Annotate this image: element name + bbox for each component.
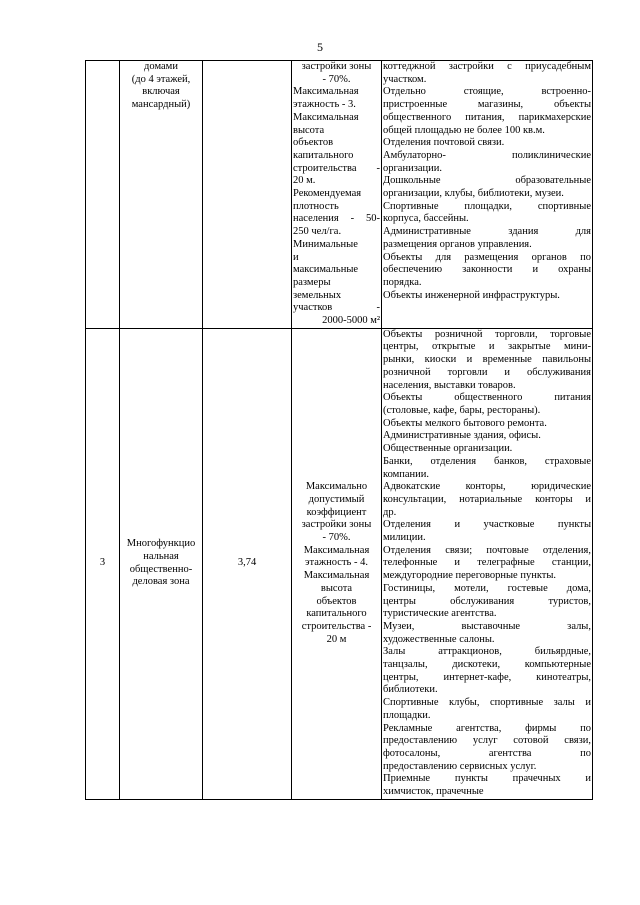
permitted-use-item <box>383 773 591 798</box>
parameter-line: застройки зоны <box>301 61 372 72</box>
permitted-use-line: Общественные организации. <box>383 443 513 455</box>
parameter-line: Максимальная <box>293 86 359 98</box>
zone-area-cell: 3,74 <box>203 328 292 799</box>
permitted-use-line: Объекты розничной торговли, торговые <box>383 328 591 340</box>
permitted-use-line: Спортивные клубы, спортивные залы и <box>383 697 591 709</box>
permitted-use-line: центры обслуживания туристов, <box>383 595 591 607</box>
permitted-use-line: населения, выставки товаров. <box>383 379 516 391</box>
permitted-use-line: общей площадью не более 100 кв.м. <box>383 124 545 136</box>
parameter-line: 20 м. <box>293 175 316 187</box>
permitted-use-line: общественного питания, парикмахерские <box>383 111 591 123</box>
parameter-line: высота <box>320 582 353 594</box>
permitted-use-line: Приемные пункты прачечных и <box>383 773 591 785</box>
zone-number-cell: 3 <box>86 328 120 799</box>
permitted-use-line: Спортивные площадки, спортивные <box>383 200 591 212</box>
permitted-use-item <box>383 456 591 481</box>
parameter-line: застройки зоны <box>301 519 372 531</box>
parameter-line: объектов <box>316 595 357 607</box>
permitted-use-line: Административные здания для <box>383 226 591 238</box>
permitted-use-item <box>383 137 591 150</box>
parameter-line: населения - 50- <box>293 213 380 225</box>
permitted-use-line: телефонные и телеграфные станции, <box>383 557 591 569</box>
parameter-line: этажность - 3. <box>293 99 356 111</box>
permitted-use-item <box>383 697 591 722</box>
permitted-use-line: междугородние переговорные пункты. <box>383 570 557 582</box>
permitted-use-line: (столовые, кафе, бары, рестораны). <box>383 404 541 416</box>
permitted-use-item <box>383 86 591 137</box>
parameter-line: - 70%. <box>322 532 351 544</box>
permitted-use-line: предоставлению услуг сотовой связи, <box>383 735 591 747</box>
permitted-use-line: Музеи, выставочные залы, <box>383 620 591 632</box>
permitted-use-line: туристические агентства. <box>383 608 497 620</box>
permitted-use-line: пристроенные магазины, объекты <box>383 99 591 111</box>
permitted-use-line: Административные здания, офисы. <box>383 430 541 442</box>
parameter-line: Рекомендуемая <box>293 188 362 200</box>
permitted-use-item <box>383 519 591 544</box>
permitted-use-item <box>383 175 591 200</box>
permitted-use-item <box>383 621 591 646</box>
permitted-use-item <box>383 61 591 86</box>
parameter-line: Максимальная <box>303 570 370 582</box>
permitted-use-item <box>383 646 591 697</box>
permitted-uses-cell <box>382 328 593 799</box>
permitted-use-item <box>383 443 591 456</box>
permitted-use-line: Залы аттракционов, бильярдные, <box>383 646 591 658</box>
parameter-line: капитального <box>293 149 354 161</box>
permitted-use-line: предоставлению сервисных услуг. <box>383 760 537 772</box>
permitted-use-line: компании. <box>383 468 430 480</box>
permitted-use-item <box>383 290 591 303</box>
permitted-use-line: Банки, отделения банков, страховые <box>383 455 591 467</box>
parameter-line: участков - <box>293 302 380 314</box>
permitted-use-line: площадки. <box>383 709 431 721</box>
zone-name-line: мансардный) <box>131 99 191 111</box>
permitted-use-line: розничной торговли и обслуживания <box>383 366 591 378</box>
parameter-line: Максимальная <box>293 111 359 123</box>
permitted-use-item <box>383 583 591 621</box>
permitted-use-line: Отделения связи; почтовые отделения, <box>383 544 591 556</box>
permitted-use-line: Адвокатские конторы, юридические <box>383 481 591 493</box>
permitted-use-line: участком. <box>383 73 427 85</box>
permitted-use-item <box>383 481 591 519</box>
permitted-use-line: размещения органов управления. <box>383 238 532 250</box>
parameter-line: допустимый <box>308 493 365 505</box>
table-row <box>86 61 593 329</box>
permitted-use-item <box>383 329 591 393</box>
permitted-use-line: Объекты инженерной инфраструктуры. <box>383 289 560 301</box>
permitted-uses-cell <box>382 61 593 329</box>
permitted-use-line: Отделения почтовой связи. <box>383 137 505 149</box>
parameter-line: строительства - <box>293 162 380 174</box>
zone-name-line: (до 4 этажей, <box>131 73 191 85</box>
permitted-use-line: милиции. <box>383 532 426 544</box>
permitted-use-item <box>383 226 591 251</box>
permitted-use-line: фотосалоны, агентства по <box>383 747 591 759</box>
permitted-use-item <box>383 545 591 583</box>
zone-parameters-cell <box>292 328 382 799</box>
permitted-use-line: коттеджной застройки с приусадебным <box>383 61 591 72</box>
parameter-line: Максимально <box>305 481 368 493</box>
permitted-use-item <box>383 252 591 290</box>
permitted-use-line: Отделения и участковые пункты <box>383 519 591 531</box>
zone-name-cell <box>120 328 203 799</box>
parameter-line: высота <box>293 124 325 136</box>
permitted-use-line: корпуса, бассейны. <box>383 213 469 225</box>
permitted-use-item <box>383 392 591 417</box>
zone-area-cell <box>203 61 292 329</box>
permitted-use-item <box>383 201 591 226</box>
permitted-use-line: библиотеки. <box>383 684 438 696</box>
parameter-line: капитального <box>306 608 367 620</box>
zone-name-line: Многофункцио <box>126 538 196 550</box>
parameter-line: коэффициент <box>306 506 367 518</box>
page-number: 5 <box>317 40 323 54</box>
permitted-use-line: порядка. <box>383 276 422 288</box>
permitted-use-item <box>383 430 591 443</box>
permitted-use-line: организации, клубы, библиотеки, музеи. <box>383 188 564 200</box>
permitted-use-line: консультации, нотариальные конторы и <box>383 493 591 505</box>
table-row <box>86 328 593 799</box>
parameter-line: этажность - 4. <box>305 557 368 569</box>
zone-name-line: общественно- <box>129 563 193 575</box>
permitted-use-item <box>383 723 591 774</box>
parameter-line: земельных <box>293 289 342 301</box>
parameter-line: объектов <box>293 137 334 149</box>
permitted-use-line: центры, интернет-кафе, кинотеатры, <box>383 671 591 683</box>
parameter-line: 250 чел/га. <box>293 226 342 238</box>
parameter-line: Максимальная <box>303 544 370 556</box>
parameter-line: размеры <box>293 276 331 288</box>
zone-name-line: деловая зона <box>132 576 190 588</box>
permitted-use-line: рынки, киоски и временные павильоны <box>383 354 591 366</box>
zone-name-line: нальная <box>143 551 179 563</box>
permitted-use-line: Отдельно стоящие, встроенно- <box>383 86 591 98</box>
permitted-use-line: организации. <box>383 162 442 174</box>
zoning-table <box>85 60 593 800</box>
zone-name-line: домами <box>144 61 178 72</box>
zone-number-cell <box>86 61 120 329</box>
permitted-use-line: Амбулаторно- поликлинические <box>383 149 591 161</box>
zone-parameters-cell <box>292 61 382 329</box>
permitted-use-line: обеспечению законности и охраны <box>383 264 591 276</box>
permitted-use-line: др. <box>383 506 397 518</box>
parameter-line: 2000-5000 м² <box>322 315 380 327</box>
permitted-use-line: Дошкольные образовательные <box>383 175 591 187</box>
zone-name-line: включая <box>142 86 180 98</box>
parameter-line: строительства - <box>301 620 372 632</box>
permitted-use-line: Объекты мелкого бытового ремонта. <box>383 417 547 429</box>
permitted-use-line: химчисток, прачечные <box>383 786 484 798</box>
permitted-use-item <box>383 150 591 175</box>
parameter-line: максимальные <box>293 264 359 276</box>
zone-name-cell <box>120 61 203 329</box>
permitted-use-line: Гостиницы, мотели, гостевые дома, <box>383 582 591 594</box>
parameter-line: 20 м <box>326 633 347 645</box>
permitted-use-item <box>383 418 591 431</box>
permitted-use-line: художественные салоны. <box>383 633 495 645</box>
permitted-use-line: центры, открытые и закрытые мини- <box>383 341 591 353</box>
parameter-line: плотность <box>293 200 339 212</box>
parameter-line: - 70%. <box>322 73 351 85</box>
permitted-use-line: Объекты общественного питания <box>383 392 591 404</box>
permitted-use-line: Рекламные агентства, фирмы по <box>383 722 591 734</box>
permitted-use-line: танцзалы, дискотеки, компьютерные <box>383 659 591 671</box>
parameter-line: и <box>293 251 299 263</box>
permitted-use-line: Объекты для размещения органов по <box>383 251 591 263</box>
parameter-line: Минимальные <box>293 238 358 250</box>
